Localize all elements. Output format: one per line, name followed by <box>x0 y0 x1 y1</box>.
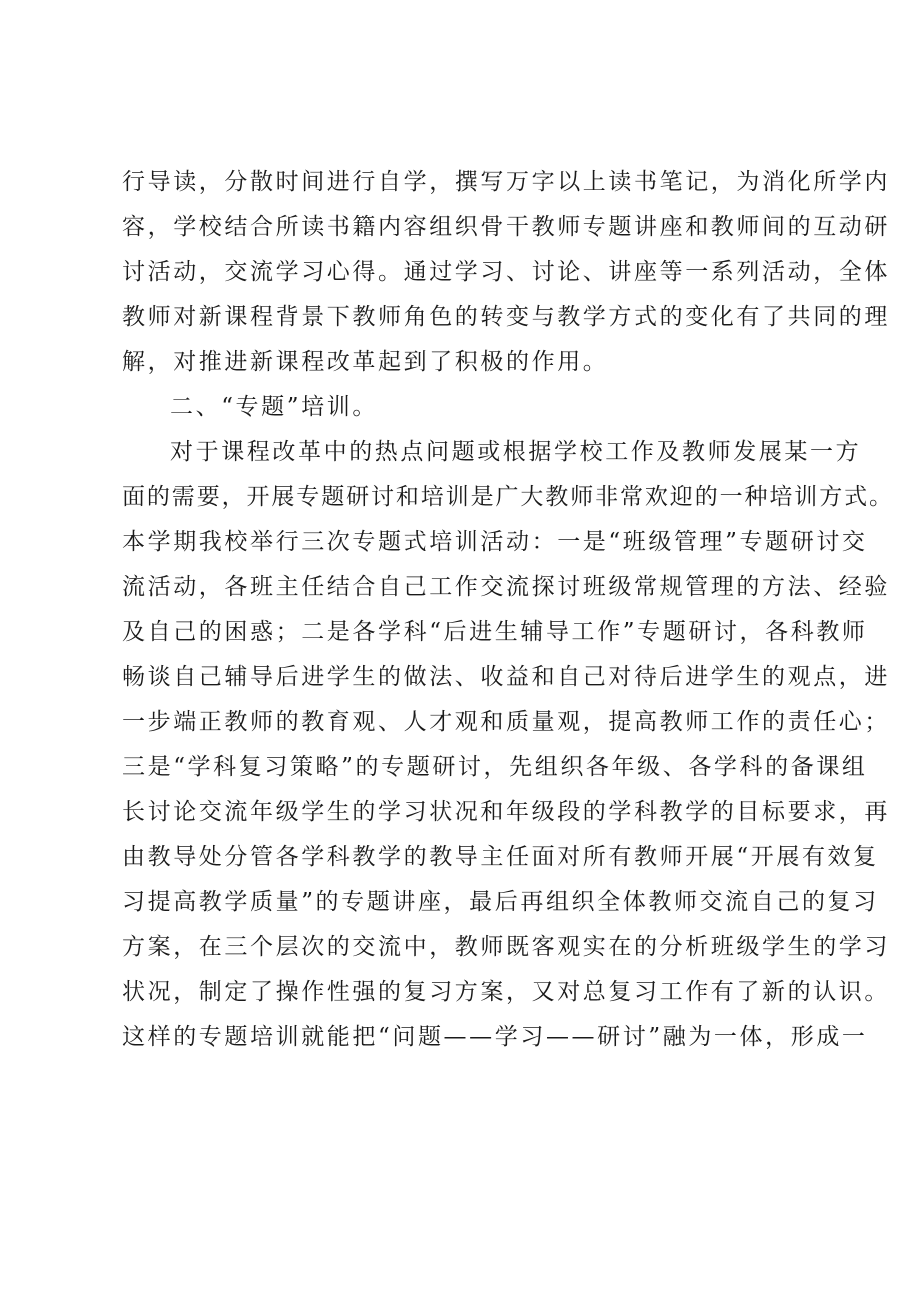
text-line: 面的需要，开展专题研讨和培训是广大教师非常欢迎的一种培训方式。 <box>122 484 894 510</box>
text-line: 方案，在三个层次的交流中，教师既客观实在的分析班级学生的学习 <box>122 934 890 960</box>
text-line: 由教导处分管各学科教学的教导主任面对所有教师开展“开展有效复 <box>122 844 879 870</box>
text-line: 及自己的困惑；二是各学科“后进生辅导工作”专题研讨，各科教师 <box>122 619 868 645</box>
text-line: 长讨论交流年级学生的学习状况和年级段的学科教学的目标要求，再 <box>122 799 890 825</box>
text-line: 容，学校结合所读书籍内容组织骨干教师专题讲座和教师间的互动研 <box>122 214 890 240</box>
text-line: 畅谈自己辅导后进学生的做法、收益和自己对待后进学生的观点，进 <box>122 664 890 690</box>
text-line: 三是“学科复习策略”的专题研讨，先组织各年级、各学科的备课组 <box>122 754 868 780</box>
text-line: 习提高教学质量”的专题讲座，最后再组织全体教师交流自己的复习 <box>122 889 879 915</box>
text-line: 本学期我校举行三次专题式培训活动：一是“班级管理”专题研讨交 <box>122 529 868 555</box>
text-line: 一步端正教师的教育观、人才观和质量观，提高教师工作的责任心； <box>122 709 890 735</box>
text-line: 解，对推进新课程改革起到了积极的作用。 <box>122 349 609 375</box>
text-line: 讨活动，交流学习心得。通过学习、讨论、讲座等一系列活动，全体 <box>122 259 890 285</box>
text-line: 对于课程改革中的热点问题或根据学校工作及教师发展某一方 <box>170 439 862 465</box>
text-line: 流活动，各班主任结合自己工作交流探讨班级常规管理的方法、经验 <box>122 574 890 600</box>
text-line: 状况，制定了操作性强的复习方案，又对总复习工作有了新的认识。 <box>122 979 890 1005</box>
section-heading: 二、“专题”培训。 <box>170 394 378 420</box>
text-line: 行导读，分散时间进行自学，撰写万字以上读书笔记，为消化所学内 <box>122 169 890 195</box>
text-line: 教师对新课程背景下教师角色的转变与教学方式的变化有了共同的理 <box>122 304 890 330</box>
text-line: 这样的专题培训就能把“问题——学习——研讨”融为一体，形成一 <box>122 1024 868 1050</box>
